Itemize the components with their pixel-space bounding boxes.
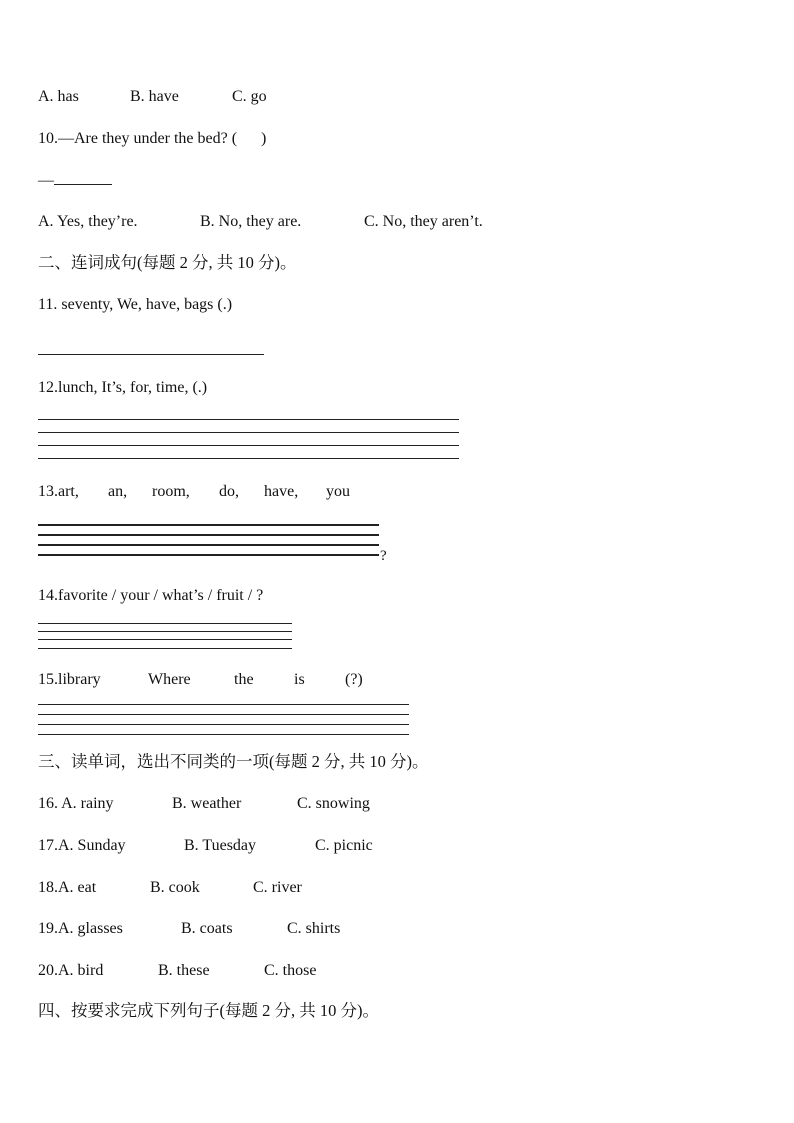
q16-option-b: B. weather xyxy=(172,795,242,812)
q15-words xyxy=(38,670,378,690)
q13-word: 13.art, xyxy=(38,483,79,500)
q10-option-a: A. Yes, they’re. xyxy=(38,213,138,230)
q17-option-b: B. Tuesday xyxy=(184,837,257,854)
q10-dash: — xyxy=(38,172,54,189)
q19-option-a: 19.A. glasses xyxy=(38,920,123,937)
q15-answer-line-3[interactable] xyxy=(38,724,409,725)
q14-answer-line-1[interactable] xyxy=(38,623,292,624)
q15-word: (?) xyxy=(345,671,363,688)
q18-options xyxy=(38,878,418,898)
q13-answer-line-3[interactable] xyxy=(38,544,379,546)
q15-answer-line-1[interactable] xyxy=(38,704,409,705)
q11-answer-line[interactable] xyxy=(38,354,264,355)
q10-blank[interactable] xyxy=(54,170,112,185)
q13-word: you xyxy=(326,483,350,500)
q9-option-c: C. go xyxy=(232,88,267,105)
q20-option-a: 20.A. bird xyxy=(38,962,104,979)
q16-option-a: 16. A. rainy xyxy=(38,795,114,812)
q15-answer-line-2[interactable] xyxy=(38,714,409,715)
q13-answer-line-4[interactable] xyxy=(38,554,379,556)
q12-answer-line-3[interactable] xyxy=(38,445,459,446)
q13-answer-line-1[interactable] xyxy=(38,524,379,526)
q15-word: Where xyxy=(148,671,191,688)
q13-word: have, xyxy=(264,483,299,500)
q13-word: an, xyxy=(108,483,128,500)
q13-word: do, xyxy=(219,483,239,500)
q12-answer-line-1[interactable] xyxy=(38,419,459,420)
q20-option-b: B. these xyxy=(158,962,210,979)
q20-options xyxy=(38,961,418,981)
q9-option-b: B. have xyxy=(130,88,179,105)
q18-option-a: 18.A. eat xyxy=(38,879,97,896)
q13-question-mark: ? xyxy=(380,548,387,564)
q16-options xyxy=(38,794,418,814)
q14-answer-line-2[interactable] xyxy=(38,631,292,632)
q10-option-b: B. No, they are. xyxy=(200,213,302,230)
q10-option-c: C. No, they aren’t. xyxy=(364,213,483,230)
q17-option-c: C. picnic xyxy=(315,837,373,854)
q16-option-c: C. snowing xyxy=(297,795,370,812)
q19-option-b: B. coats xyxy=(181,920,233,937)
q10-answer-line[interactable] xyxy=(38,170,112,191)
q18-option-b: B. cook xyxy=(150,879,200,896)
q15-word: is xyxy=(294,671,305,688)
q13-word: room, xyxy=(152,483,190,500)
section-2-title: 二、连词成句(每题 2 分, 共 10 分)。 xyxy=(38,253,297,272)
q14-answer-line-3[interactable] xyxy=(38,639,292,640)
q12-text: 12.lunch, It’s, for, time, (.) xyxy=(38,379,208,396)
q19-option-c: C. shirts xyxy=(287,920,341,937)
q20-option-c: C. those xyxy=(264,962,317,979)
q19-options xyxy=(38,919,418,939)
q15-answer-line-4[interactable] xyxy=(38,734,409,735)
section-3-title: 三、读单词，选出不同类的一项(每题 2 分, 共 10 分)。 xyxy=(38,752,429,771)
q17-option-a: 17.A. Sunday xyxy=(38,837,126,854)
q9-option-a: A. has xyxy=(38,88,79,105)
q12-answer-line-2[interactable] xyxy=(38,432,459,433)
q17-options xyxy=(38,836,418,856)
q10-stem: 10.—Are they under the bed? ( ) xyxy=(38,130,267,147)
q10-options xyxy=(38,212,518,232)
q18-option-c: C. river xyxy=(253,879,302,896)
q13-words xyxy=(38,482,378,502)
q11-text: 11. seventy, We, have, bags (.) xyxy=(38,296,233,313)
q12-answer-line-4[interactable] xyxy=(38,458,459,459)
q14-answer-line-4[interactable] xyxy=(38,648,292,649)
q15-word: the xyxy=(234,671,254,688)
q13-answer-line-2[interactable] xyxy=(38,534,379,536)
q15-word: 15.library xyxy=(38,671,101,688)
section-4-title: 四、按要求完成下列句子(每题 2 分, 共 10 分)。 xyxy=(38,1001,379,1020)
q14-text: 14.favorite / your / what’s / fruit / ? xyxy=(38,587,264,604)
q9-options xyxy=(38,87,358,107)
